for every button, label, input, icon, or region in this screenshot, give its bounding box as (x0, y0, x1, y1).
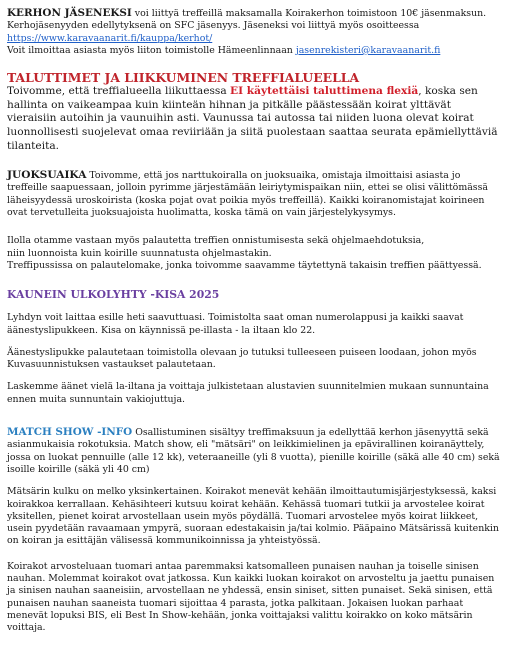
kerhon-section (7, 7, 503, 57)
match-paragraph-1 (7, 426, 503, 476)
kerhon-lead: KERHON JÄSENEKSI (7, 7, 132, 19)
kaunein-heading: KAUNEIN ULKOLYHTY -KISA 2025 (7, 288, 220, 302)
shop-link[interactable]: https://www.karavaanarit.fi/kauppa/kerhot/ (7, 32, 213, 44)
taluttimet-heading: TALUTTIMET JA LIIKKUMINEN TREFFIALUEELLA (7, 70, 360, 86)
kerhon-line-4 (7, 45, 503, 57)
juoksuaika-text: Toivomme, että jos narttukoiralla on juoksuaika, omistaja ilmoittaisi asiasta jo treffeille saapuessaan, jolloin pyrimme järjestämään leiriytymispaikan niin, ettei se olisi välittömässä läheisyydessä uroskoirista (koska pojat ovat poikia myös treffeillä). Kaikki koiranomistajat koirineen ovat tervetulleita juoksuajoista huolimatta, koska tämä on vain järjestelykysymys. (7, 170, 489, 219)
kerhon-line-4-text: Voit ilmoittaa asiasta myös liiton toimistolle Hämeenlinnaan (7, 44, 293, 56)
kerhon-line-1-text: voi liittyä treffeillä maksamalla Koirakerhon toimistoon 10€ jäsenmaksun. (134, 8, 487, 19)
taluttimet-text-b: , koska sen hallinta on vaikeampaa kuin kiinteän hihnan ja pitkälle päästessään koirat ylttävät vieraisiin autoihin ja vaunuihin asti. Vaunussa tai autossa tai niiden luona olevat koirat luonnollisesti suojelevat omaa reviiriään ja siitä puolestaan saattaa seurata epämiellyttäviä tilanteita. (7, 85, 498, 152)
email-link[interactable]: jasenrekisteri@karavaanarit.fi (295, 44, 441, 56)
kerhon-line-1 (7, 7, 503, 20)
match-heading: MATCH SHOW -INFO (7, 426, 133, 439)
taluttimet-text-a: Toivomme, että treffialueella liikuttaessa (7, 85, 231, 98)
match-paragraph-3: Koirakot arvosteluaan tuomari antaa paremmaksi katsomalleen punaisen nauhan ja toiselle sinisen nauhan. Molemmat koirakot ovat jatkossa. Kun kaikki luokan koirakot on arvosteltu ja jaettu punaisen ja sinisen nauhan saaneisiin, arvostellaan ne yhdessä, ensin siniset, sitten punaiset. Sekä sinisen, että punaisen nauhan saaneista tuomari sijoittaa 4 parasta, jotka palkitaan. Jokaisen luokan parhaat menevät lopuksi BIS, eli Best In Show-kehään, jonka voittajaksi valittu koirakko on koko mätsärin voittaja. (7, 560, 495, 634)
kerhon-line-2: Kerhojäsenyyden edellytyksenä on SFC jäsenyys. Jäseneksi voi liittyä myös osoitteessa (7, 20, 420, 32)
kaunein-paragraph-3: Laskemme äänet vielä la-iltana ja voittaja julkistetaan alustavien suunnitelmien mukaan sunnuntaina ennen muita sunnuntain vakiojuttuja. (7, 381, 489, 405)
palaute-section (7, 235, 503, 272)
match-paragraph-2: Mätsärin kulku on melko yksinkertainen. Koirakot menevät kehään ilmoittautumisjärjestyksessä, kaksi koirakkoa kerrallaan. Kehäsihteeri kutsuu koirat kehään. Kehässä tuomari tutkii ja arvostelee koirat yksitellen, pienet koirat arvostellaan usein myös pöydällä. Tuomari arvostelee myös koirat liikkeet, usein pyydetään ravaamaan ympyrä, suoraan edestakaisin ja/tai kolmio. Pääpaino Mätsärissä kuitenkin on koiran ja esittäjän välisessä kommunikoinnissa ja yhteistyössä. (7, 486, 499, 547)
match-text-1: Osallistuminen sisältyy treffimaksuun ja edellyttää kerhon jäsenyyttä sekä asianmukaisia rokotuksia. Match show, eli "mätsäri" on leikkimielinen ja epävirallinen koiranäyttely, jossa on luokat pennuille (alle 12 kk), veteraaneille (yli 8 vuotta), pienille koirille (säkä alle 40 cm) sekä isoille koirille (säkä yli 40 cm) (7, 427, 500, 475)
kaunein-paragraph-2: Äänestyslipukke palautetaan toimistolla olevaan jo tutuksi tulleeseen puiseen loodaan, johon myös Kuvasuunnistuksen vastaukset palautetaan. (7, 346, 477, 371)
palaute-line-2: niin luonnoista kuin koirille suunnatusta ohjelmastakin. (7, 247, 272, 259)
palaute-line-1: Ilolla otamme vastaan myös palautetta treffien onnistumisesta sekä ohjelmaehdotuksia, (7, 235, 425, 247)
kaunein-paragraph-1: Lyhdyn voit laittaa esille heti saavuttuasi. Toimistolta saat oman numerolappusi ja kaikki saavat äänestyslipukkeen. Kisa on käynnissä pe-illasta - la iltaan klo 22. (7, 312, 464, 336)
taluttimet-warning: EI käytettäisi taluttimena flexiä (230, 85, 419, 98)
juoksuaika-lead: JUOKSUAIKA (7, 169, 87, 182)
juoksuaika-paragraph (7, 169, 503, 219)
palaute-line-3: Treffipussissa on palautelomake, jonka toivomme saavamme täytettynä takaisin treffien päättyessä. (7, 259, 482, 271)
document-page (7, 7, 503, 634)
taluttimet-text (7, 85, 503, 153)
